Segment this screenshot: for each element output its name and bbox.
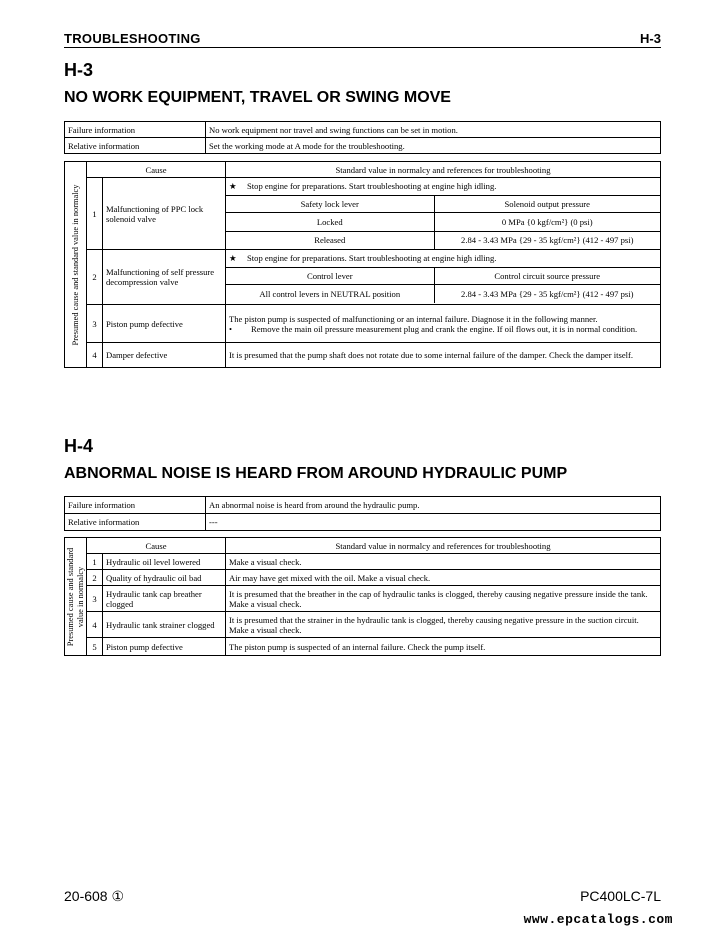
standard-value-cell: Make a visual check. [226,554,661,570]
sub-table [226,250,660,303]
table-row [65,570,661,586]
section-title-h4: ABNORMAL NOISE IS HEARD FROM AROUND HYDRAULIC PUMP [64,465,568,482]
h4-cause-table [64,537,661,656]
sub-header: Control lever [226,267,434,284]
note-cell [226,178,660,195]
section-title-h3: NO WORK EQUIPMENT, TRAVEL OR SWING MOVE [64,89,451,106]
cause-name: Piston pump defective [103,638,226,656]
cause-name: Hydraulic oil level lowered [103,554,226,570]
note-text: Stop engine for preparations. Start troubleshooting at engine high idling. [247,181,497,192]
standard-value-cell: The piston pump is suspected of an internal failure. Check the pump itself. [226,638,661,656]
col-header-standard: Standard value in normalcy and references for troubleshooting [226,162,661,178]
sub-header: Solenoid output pressure [434,195,660,212]
cause-number: 1 [87,554,103,570]
sub-cell: All control levers in NEUTRAL position [226,284,434,303]
note-text: Stop engine for preparations. Start troubleshooting at engine high idling. [247,253,497,264]
sub-header: Safety lock lever [226,195,434,212]
h3-cause-table [64,161,661,368]
col-header-standard: Standard value in normalcy and references for troubleshooting [226,538,661,554]
cause-number: 4 [87,343,103,368]
standard-value-cell: It is presumed that the breather in the cap of hydraulic tanks is clogged, thereby causing negative pressure inside the tank. Make a visual check. [226,586,661,612]
cause-name: Hydraulic tank strainer clogged [103,612,226,638]
watermark-url: www.epcatalogs.com [523,912,673,927]
cause-name: Piston pump defective [103,305,226,343]
sub-cell: 2.84 - 3.43 MPa {29 - 35 kgf/cm²} (412 - 497 psi) [461,235,634,246]
vertical-label-cell [65,538,87,656]
table-row [65,612,661,638]
model-code: PC400LC-7L [580,888,661,904]
header-rule [64,47,661,48]
table-row [65,554,661,570]
standard-value-cell [226,250,661,305]
h3-info-table [64,121,661,154]
cause-number: 3 [87,305,103,343]
info-value: No work equipment nor travel and swing functions can be set in motion. [206,122,661,138]
cause-number: 5 [87,638,103,656]
info-label: Relative information [65,514,206,531]
info-label: Failure information [65,122,206,138]
cause-number: 2 [87,250,103,305]
star-icon: ★ [229,181,237,192]
vertical-label: Presumed cause and standard value in normalcy [70,184,80,345]
sub-table [226,178,660,249]
bullet-text: Remove the main oil pressure measurement plug and crank the engine. If oil flows out, it is in normal condition. [251,323,638,334]
running-header-section: TROUBLESHOOTING [64,31,201,46]
cause-number: 3 [87,586,103,612]
info-value: --- [206,514,661,531]
star-icon: ★ [229,253,237,264]
bullet-icon: • [229,323,233,334]
vertical-label [66,547,86,645]
col-header-cause: Cause [87,162,226,178]
info-row [65,122,661,138]
note-cell [226,250,660,267]
cause-number: 1 [87,178,103,250]
sub-cell: Locked [226,212,434,231]
sub-cell: 2.84 - 3.43 MPa {29 - 35 kgf/cm²} (412 - 497 psi) [461,288,634,299]
vertical-label-cell [65,162,87,368]
page-number: 20-608 ① [64,888,125,904]
col-header-cause: Cause [87,538,226,554]
sub-cell: Released [226,231,434,249]
cause-name: Malfunctioning of self pressure decompression valve [103,250,226,305]
standard-value-cell: It is presumed that the pump shaft does not rotate due to some internal failure of the damper. Check the damper itself. [226,343,661,368]
cause-number: 4 [87,612,103,638]
info-row [65,138,661,154]
sub-cell: 0 MPa {0 kgf/cm²} (0 psi) [434,212,660,231]
cause-name: Damper defective [103,343,226,368]
table-row [65,305,661,343]
info-label: Relative information [65,138,206,154]
info-value: An abnormal noise is heard from around the hydraulic pump. [206,497,661,514]
section-code-h3: H-3 [64,60,94,80]
cause-name: Malfunctioning of PPC lock solenoid valve [103,178,226,250]
info-label: Failure information [65,497,206,514]
table-row [65,343,661,368]
standard-value-cell: It is presumed that the strainer in the hydraulic tank is clogged, thereby causing negative pressure in the suction circuit. Make a visual check. [226,612,661,638]
vertical-label-line: value in normalcy [75,566,85,627]
cause-number: 2 [87,570,103,586]
cause-name: Quality of hydraulic oil bad [103,570,226,586]
section-code-h4: H-4 [64,436,94,456]
standard-value-cell [226,305,661,343]
info-row [65,514,661,531]
running-header-code: H-3 [640,31,661,46]
info-row [65,497,661,514]
table-row [65,638,661,656]
standard-value-cell: Air may have get mixed with the oil. Make a visual check. [226,570,661,586]
cause-name: Hydraulic tank cap breather clogged [103,586,226,612]
h4-info-table [64,496,661,531]
standard-text: The piston pump is suspected of malfunctioning or an internal failure. Diagnose it in the following manner. [229,313,598,324]
standard-value-cell [226,178,661,250]
info-value: Set the working mode at A mode for the troubleshooting. [206,138,661,154]
table-row [65,586,661,612]
table-row [65,178,661,250]
vertical-label-line: Presumed cause and standard [65,547,75,646]
table-row [65,250,661,305]
sub-header: Control circuit source pressure [434,267,660,284]
